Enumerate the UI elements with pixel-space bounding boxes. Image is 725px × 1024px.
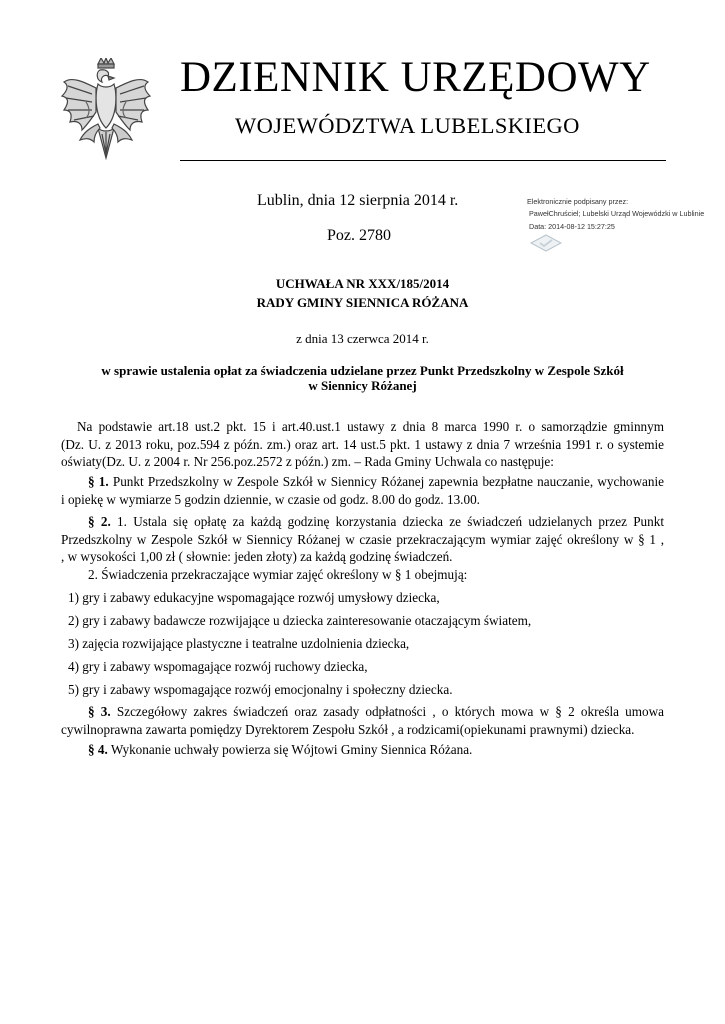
- publication-date: Lublin, dnia 12 sierpnia 2014 r.: [257, 192, 459, 209]
- header-divider: [180, 160, 666, 161]
- section-4: [88, 742, 472, 758]
- resolution-subject-cont: w Siennicy Różanej: [308, 378, 417, 393]
- signature-signer: PawełChruściel; Lubelski Urząd Wojewódzki w Lublinie: [529, 209, 705, 218]
- list-item: 1) gry i zabawy edukacyjne wspomagające rozwój umysłowy dziecka,: [68, 590, 440, 605]
- resolution-body: RADY GMINY SIENNICA RÓŻANA: [256, 295, 469, 310]
- section-2-point-2: 2. Świadczenia przekraczające wymiar zajęć określony w § 1 obejmują:: [88, 567, 468, 582]
- list-item: 5) gry i zabawy wspomagające rozwój emocjonalny i społeczny dziecka.: [68, 682, 453, 697]
- section-mark: § 1.: [88, 474, 109, 489]
- section-line: Przedszkolny w Zespole Szkół w Siennicy Różanej w czasie przekraczającym wymiar zajęć określony w § 1 ,: [61, 531, 664, 547]
- resolution-subject: w sprawie ustalenia opłat za świadczenia udzielane przez Punkt Przedszkolny w Zespole Szkół: [101, 363, 624, 378]
- section-3: [61, 703, 664, 738]
- eagle-emblem-icon: [60, 58, 152, 170]
- journal-subtitle: WOJEWÓDZTWA LUBELSKIEGO: [235, 113, 580, 138]
- resolution-number: UCHWAŁA NR XXX/185/2014: [275, 276, 450, 291]
- section-text: Szczegółowy zakres świadczeń oraz zasady odpłatności , o których mowa w § 2 określa umowa: [110, 704, 664, 719]
- signature-date: Data: 2014-08-12 15:27:25: [529, 222, 615, 231]
- preamble-line: Na podstawie art.18 ust.2 pkt. 15 i art.40.ust.1 ustawy z dnia 8 marca 1990 r. o samorządzie gminnym: [77, 419, 664, 434]
- section-line: i opiekę w wymiarze 5 godzin dziennie, w czasie od godz. 8.00 do godz. 13.00.: [61, 491, 480, 507]
- section-line: [61, 703, 664, 721]
- signature-label: Elektronicznie podpisany przez:: [527, 197, 629, 206]
- section-text: Punkt Przedszkolny w Zespole Szkół w Siennicy Różanej zapewnia bezpłatne nauczanie, wychowanie: [108, 474, 665, 489]
- section-2: [61, 513, 664, 566]
- section-line: [61, 473, 664, 491]
- section-1: [61, 473, 664, 508]
- section-mark: § 2.: [88, 514, 111, 529]
- preamble: [61, 418, 664, 471]
- signature-check-icon: [529, 233, 563, 253]
- section-text: 1. Ustala się opłatę za każdą godzinę korzystania dziecka ze świadczeń udzielanych przez Punkt: [110, 514, 664, 529]
- section-line: [61, 513, 664, 531]
- preamble-line: oświaty(Dz. U. z 2004 r. Nr 256.poz.2572 z późn.) zm. – Rada Gminy Uchwala co następuje:: [61, 454, 554, 469]
- list-item: 3) zajęcia rozwijające plastyczne i teatralne uzdolnienia dziecka,: [68, 636, 410, 651]
- journal-title: DZIENNIK URZĘDOWY: [180, 54, 651, 101]
- section-mark: § 4.: [88, 742, 108, 757]
- preamble-line: (Dz. U. z 2013 roku, poz.594 z późn. zm.) oraz art. 14 ust.5 pkt. 1 ustawy z dnia 7 września 1991 r. o systemie: [61, 436, 664, 452]
- resolution-date: z dnia 13 czerwca 2014 r.: [296, 331, 429, 346]
- section-mark: § 3.: [88, 704, 111, 719]
- list-item: 4) gry i zabawy wspomagające rozwój ruchowy dziecka,: [68, 659, 368, 674]
- section-text: Wykonanie uchwały powierza się Wójtowi Gminy Siennica Różana.: [107, 742, 473, 757]
- position-number: Poz. 2780: [327, 227, 391, 244]
- section-line: cywilnoprawna zawarta pomiędzy Dyrektorem Zespołu Szkół , a rodzicami(opiekunami prawnymi) dziecka.: [61, 721, 635, 737]
- section-line: , w wysokości 1,00 zł ( słownie: jeden złoty) za każdą godzinę świadczeń.: [61, 549, 453, 564]
- list-item: 2) gry i zabawy badawcze rozwijające u dziecka zainteresowanie otaczającym światem,: [68, 613, 532, 628]
